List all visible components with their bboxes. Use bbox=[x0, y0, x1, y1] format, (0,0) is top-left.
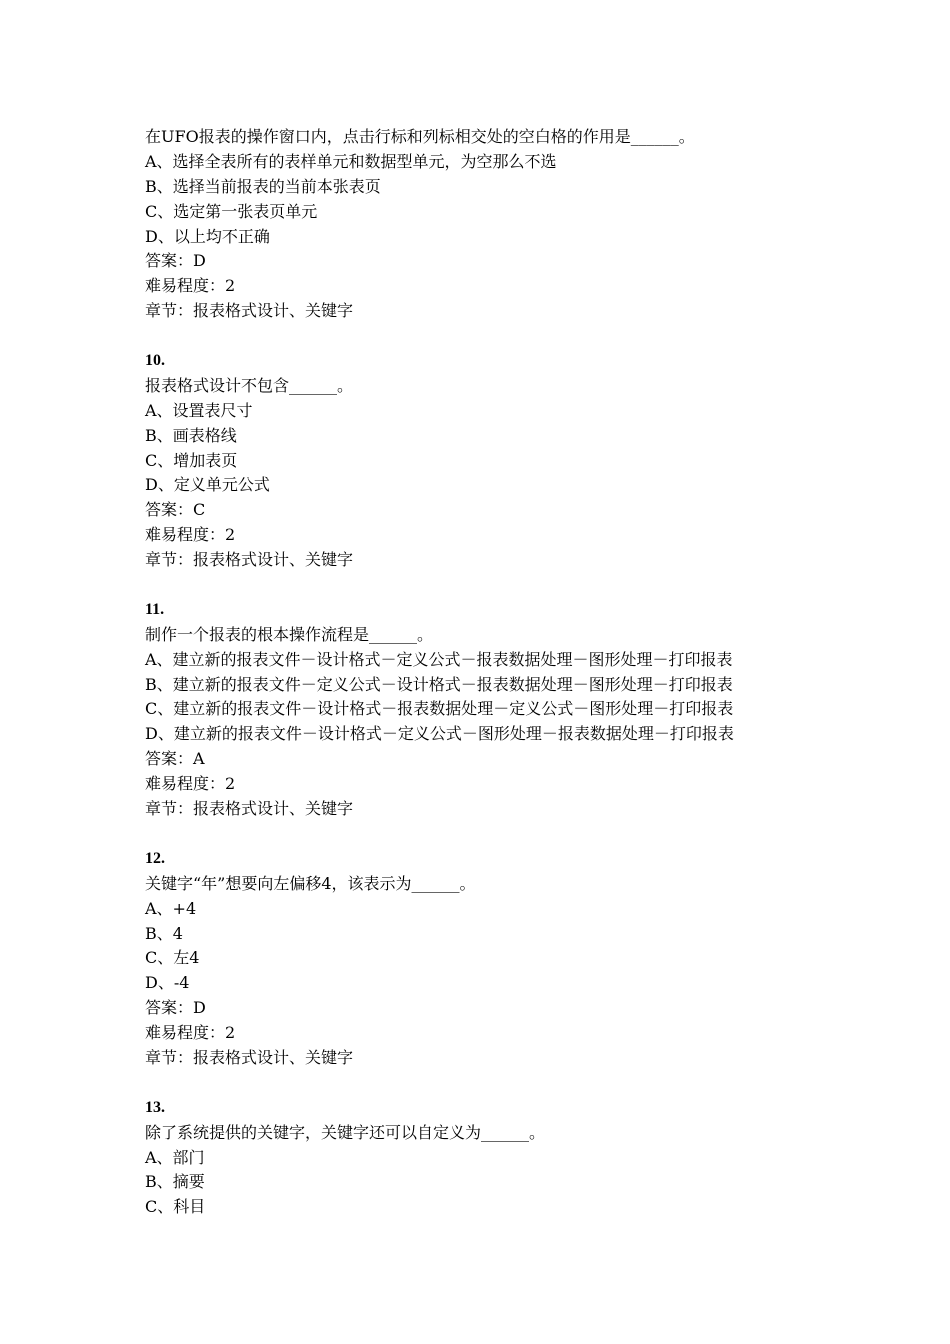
option-d: D、以上均不正确 bbox=[145, 226, 270, 246]
answer-line: 答案：D bbox=[145, 998, 206, 1018]
question-block bbox=[145, 1096, 825, 1220]
question-stem: 在UFO报表的操作窗口内，点击行标和列标相交处的空白格的作用是______。 bbox=[145, 127, 695, 146]
question-block bbox=[145, 598, 825, 822]
difficulty-line: 难易程度：2 bbox=[145, 774, 236, 794]
question-block bbox=[145, 847, 825, 1071]
document-page bbox=[145, 125, 825, 1220]
option-c: C、左4 bbox=[145, 948, 200, 968]
option-b: B、选择当前报表的当前本张表页 bbox=[145, 176, 381, 196]
chapter-line: 章节：报表格式设计、关键字 bbox=[145, 1047, 354, 1067]
option-d: D、定义单元公式 bbox=[145, 475, 270, 495]
spacer bbox=[145, 1071, 825, 1096]
chapter-line: 章节：报表格式设计、关键字 bbox=[145, 550, 354, 570]
difficulty-line: 难易程度：2 bbox=[145, 276, 236, 296]
question-stem: 报表格式设计不包含______。 bbox=[145, 375, 354, 395]
option-a: A、建立新的报表文件－设计格式－定义公式－报表数据处理－图形处理－打印报表 bbox=[145, 649, 733, 669]
difficulty-line: 难易程度：2 bbox=[145, 1023, 236, 1043]
answer-line: 答案：C bbox=[145, 500, 206, 520]
spacer bbox=[145, 822, 825, 847]
option-a: A、部门 bbox=[145, 1147, 205, 1167]
question-block bbox=[145, 125, 825, 324]
question-number: 12. bbox=[145, 849, 165, 867]
option-c: C、选定第一张表页单元 bbox=[145, 201, 318, 221]
spacer bbox=[145, 324, 825, 349]
question-stem: 制作一个报表的根本操作流程是______。 bbox=[145, 624, 434, 644]
spacer bbox=[145, 573, 825, 598]
option-b: B、摘要 bbox=[145, 1172, 205, 1192]
difficulty-line: 难易程度：2 bbox=[145, 525, 236, 545]
chapter-line: 章节：报表格式设计、关键字 bbox=[145, 799, 354, 819]
option-b: B、建立新的报表文件－定义公式－设计格式－报表数据处理－图形处理－打印报表 bbox=[145, 674, 733, 694]
option-b: B、画表格线 bbox=[145, 425, 237, 445]
question-stem: 除了系统提供的关键字，关键字还可以自定义为______。 bbox=[145, 1122, 546, 1142]
option-c: C、科目 bbox=[145, 1197, 206, 1217]
option-c: C、建立新的报表文件－设计格式－报表数据处理－定义公式－图形处理－打印报表 bbox=[145, 699, 734, 719]
answer-line: 答案：D bbox=[145, 251, 206, 271]
question-block bbox=[145, 349, 825, 573]
option-a: A、选择全表所有的表样单元和数据型单元，为空那么不选 bbox=[145, 151, 557, 171]
option-d: D、建立新的报表文件－设计格式－定义公式－图形处理－报表数据处理－打印报表 bbox=[145, 724, 734, 744]
option-a: A、设置表尺寸 bbox=[145, 400, 253, 420]
question-number: 10. bbox=[145, 352, 165, 370]
chapter-line: 章节：报表格式设计、关键字 bbox=[145, 301, 354, 321]
question-number: 13. bbox=[145, 1098, 165, 1116]
option-c: C、增加表页 bbox=[145, 450, 238, 470]
option-d: D、-4 bbox=[145, 973, 190, 993]
option-a: A、+4 bbox=[145, 898, 197, 918]
answer-line: 答案：A bbox=[145, 749, 205, 769]
option-b: B、4 bbox=[145, 923, 183, 943]
question-stem: 关键字“年”想要向左偏移4，该表示为______。 bbox=[145, 873, 476, 893]
question-number: 11. bbox=[145, 600, 165, 618]
